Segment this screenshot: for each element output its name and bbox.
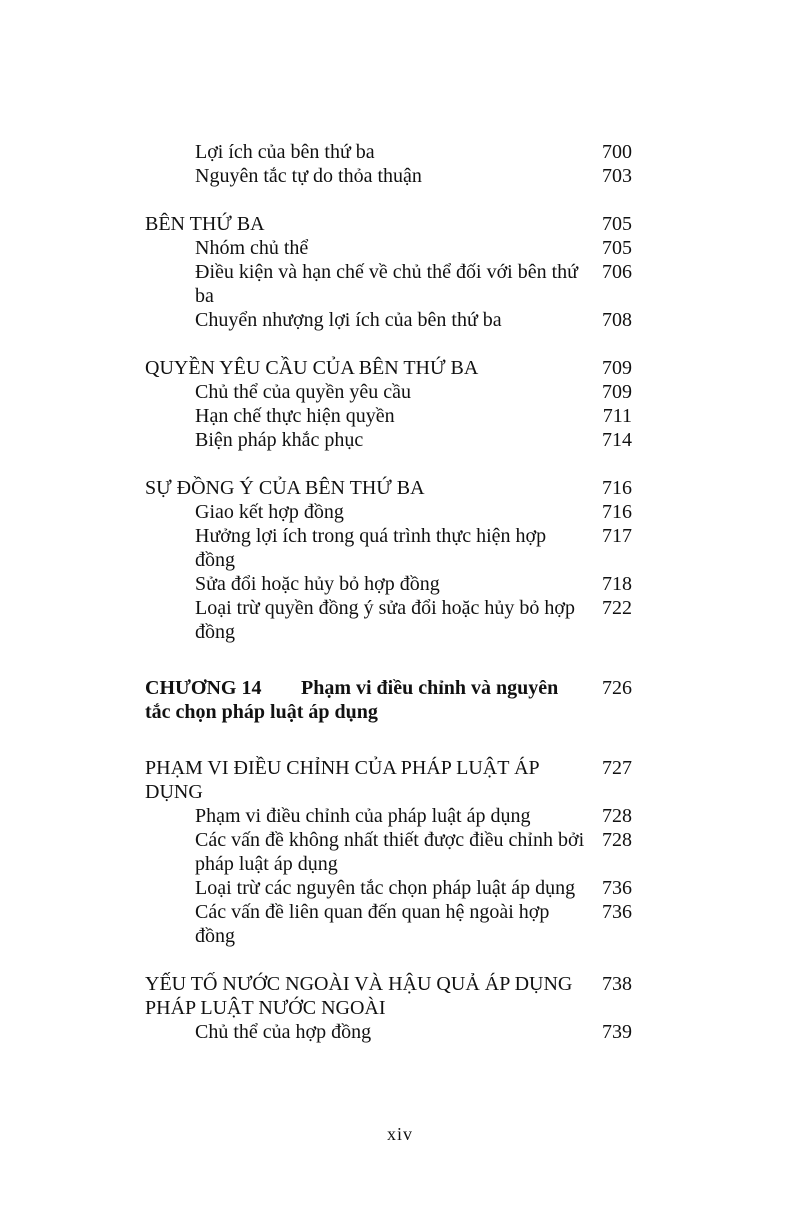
- toc-entry-page: 711: [602, 405, 632, 427]
- toc-entry: [0, 828, 800, 876]
- toc-entry: [0, 524, 800, 572]
- toc-section-heading: [0, 356, 800, 380]
- toc-entry-page: 718: [602, 573, 632, 595]
- toc-entry-page: 709: [602, 381, 632, 403]
- toc-entry-title: Giao kết hợp đồng: [195, 501, 344, 523]
- page-number: xiv: [386, 1124, 413, 1144]
- toc-entry-title: Chuyển nhượng lợi ích của bên thứ ba: [195, 309, 502, 331]
- toc-section-page: 705: [602, 213, 632, 235]
- toc-entry-page: 717: [602, 525, 632, 547]
- toc-section-heading: [0, 972, 800, 1020]
- toc-entry: [0, 404, 800, 428]
- toc-entry: [0, 596, 800, 644]
- toc-entry-page: 736: [602, 877, 632, 899]
- toc-entry-title: Nhóm chủ thể: [195, 237, 309, 259]
- toc-entry-page: 705: [602, 237, 632, 259]
- toc-chapter-text: [145, 676, 580, 724]
- toc-section-page: 727: [602, 757, 632, 779]
- toc-section-page: 716: [602, 477, 632, 499]
- toc-entry-page: 736: [602, 901, 632, 923]
- toc-chapter-label: CHƯƠNG 14: [145, 677, 262, 699]
- toc-section-page: 709: [602, 357, 632, 379]
- toc-entry: [0, 900, 800, 948]
- toc-entry-page: 703: [602, 165, 632, 187]
- toc-entry: [0, 308, 800, 332]
- toc-section-title: YẾU TỐ NƯỚC NGOÀI VÀ HẬU QUẢ ÁP DỤNG PHÁP LUẬT NƯỚC NGOÀI: [145, 973, 573, 1019]
- toc-section-heading: [0, 756, 800, 804]
- toc-entry: [0, 1020, 800, 1044]
- toc-entry-title: Chủ thể của hợp đồng: [195, 1021, 372, 1043]
- toc-section-heading: [0, 212, 800, 236]
- toc-entry: [0, 260, 800, 308]
- toc-entry-title: Hạn chế thực hiện quyền: [195, 405, 395, 427]
- toc-entry: [0, 572, 800, 596]
- toc-section-title: SỰ ĐỒNG Ý CỦA BÊN THỨ BA: [145, 477, 425, 499]
- toc-entry-page: 714: [602, 429, 632, 451]
- toc-chapter-title: Phạm vi điều chỉnh và nguyên tắc chọn pháp luật áp dụng: [145, 677, 559, 723]
- toc-entry-title: Lợi ích của bên thứ ba: [195, 141, 375, 163]
- toc-entry-page: 728: [602, 829, 632, 851]
- toc-entry-title: Sửa đổi hoặc hủy bỏ hợp đồng: [195, 573, 440, 595]
- toc-entry-title: Các vấn đề không nhất thiết được điều chỉnh bởi pháp luật áp dụng: [195, 829, 585, 875]
- toc-entry-page: 700: [602, 141, 632, 163]
- toc-entry-title: Phạm vi điều chỉnh của pháp luật áp dụng: [195, 805, 531, 827]
- toc-section-heading: [0, 476, 800, 500]
- toc-entry-page: 708: [602, 309, 632, 331]
- toc-chapter-heading: [0, 676, 800, 724]
- toc-entry: [0, 876, 800, 900]
- toc-entry-title: Loại trừ quyền đồng ý sửa đổi hoặc hủy bỏ hợp đồng: [195, 597, 575, 643]
- toc-chapter-page: 726: [602, 677, 632, 699]
- toc-entry-title: Nguyên tắc tự do thỏa thuận: [195, 165, 422, 187]
- toc-entry: [0, 236, 800, 260]
- toc-entry: [0, 164, 800, 188]
- toc-section-title: BÊN THỨ BA: [145, 213, 265, 235]
- toc-entry: [0, 140, 800, 164]
- toc-entry-page: 739: [602, 1021, 632, 1043]
- toc-entry: [0, 380, 800, 404]
- toc-entry-title: Hưởng lợi ích trong quá trình thực hiện hợp đồng: [195, 525, 547, 571]
- toc-section-title: PHẠM VI ĐIỀU CHỈNH CỦA PHÁP LUẬT ÁP DỤNG: [145, 757, 539, 803]
- toc-entry-title: Điều kiện và hạn chế về chủ thể đối với bên thứ ba: [195, 261, 578, 307]
- toc-entry-title: Biện pháp khắc phục: [195, 429, 364, 451]
- toc-entry-title: Các vấn đề liên quan đến quan hệ ngoài hợp đồng: [195, 901, 550, 947]
- toc-entry: [0, 428, 800, 452]
- table-of-contents: [0, 140, 800, 1044]
- toc-entry: [0, 804, 800, 828]
- toc-entry: [0, 500, 800, 524]
- toc-entry-page: 728: [602, 805, 632, 827]
- toc-entry-page: 716: [602, 501, 632, 523]
- toc-section-page: 738: [602, 973, 632, 995]
- toc-entry-page: 706: [602, 261, 632, 283]
- toc-entry-title: Loại trừ các nguyên tắc chọn pháp luật áp dụng: [195, 877, 576, 899]
- toc-section-title: QUYỀN YÊU CẦU CỦA BÊN THỨ BA: [145, 357, 479, 379]
- toc-entry-title: Chủ thể của quyền yêu cầu: [195, 381, 412, 403]
- toc-entry-page: 722: [602, 597, 632, 619]
